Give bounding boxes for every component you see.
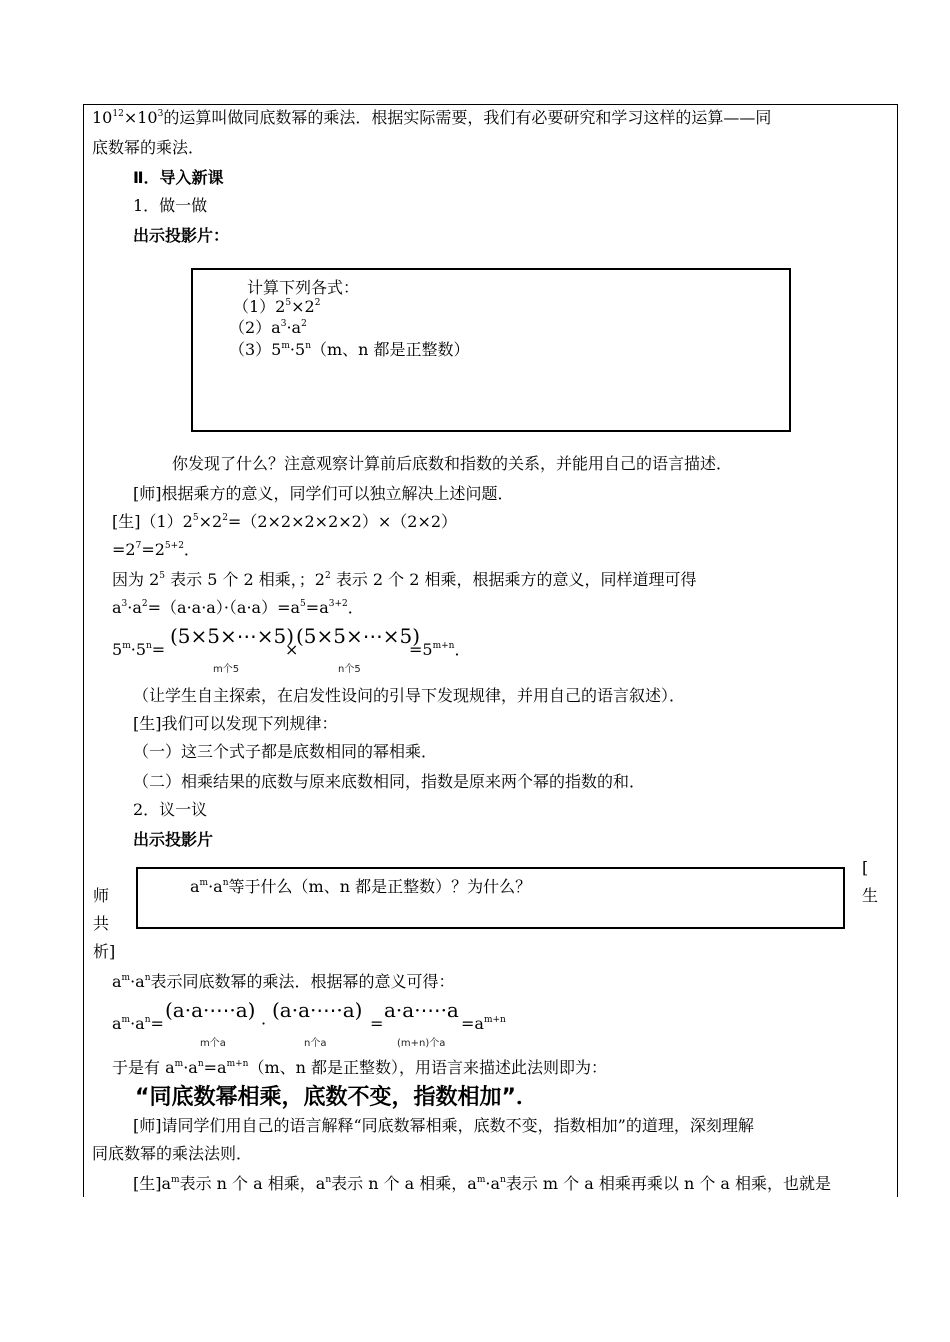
student-explain-line: [生]$a^m$表示 n 个 a 相乘，$a^n$表示 n 个 a 相乘，$a^m\cdot a^n$表示 m 个 a 相乘再乘以 n 个 a 相乘，也就是 <box>133 1174 832 1193</box>
paragraph-explore: （让学生自主探索，在启发性设问的引导下发现规律，并用自己的语言叙述）． <box>133 686 686 705</box>
side-label-right: [ 生 <box>862 858 879 905</box>
item-discuss: 2．议一议 <box>133 800 208 819</box>
paragraph-rule-2: （二）相乘结果的底数与原来底数相同，指数是原来两个幂的指数的和． <box>133 772 646 791</box>
box1-expr-3: $(3)5^m\cdot 5^n(m$、n 都是正整数） <box>229 340 470 359</box>
analysis-line-2: 于是有 $a^m\cdot a^n=a^{m+n}(m$、n 都是正整数），用语言来描述此法则即为： <box>112 1058 608 1077</box>
student-solution-2: $=2^7=2^{5+2}$． <box>112 540 200 559</box>
section-heading: Ⅱ．导入新课 <box>133 168 224 187</box>
formula-1-under-2: n个5 <box>338 664 361 675</box>
teacher-prompt-line-2: 同底数幂的乘法法则． <box>92 1144 253 1163</box>
box1-expr-1: $(1)2^5\times 2^2$ <box>233 297 321 316</box>
formula-2-under-3: (m+n)个a <box>397 1038 446 1049</box>
formula-1-under-1: m个5 <box>213 664 240 675</box>
student-solution-4: $a^3\cdot a^2=(a\cdot a\cdot a)\cdot(a\cdot a)=a^5=a^{3+2}$． <box>112 598 364 617</box>
formula-1-times: × <box>285 640 299 659</box>
item-do: 1．做一做 <box>133 196 208 215</box>
formula-2-group-3: a·a·⋯·a <box>384 998 459 1022</box>
box1-expr-2: $(2)a^3\cdot a^2$ <box>229 318 307 337</box>
student-solution-3: 因为 $2^5$ 表示 5 个 2 相乘，；$2^2$ 表示 2 个 2 相乘，根据乘方的意义，同样道理可得 <box>112 570 697 589</box>
formula-2-eq: = <box>370 1014 384 1033</box>
formula-1-group-2: (5×5×⋯×5) <box>296 624 421 648</box>
formula-1-result: $=5^{m+n}$． <box>409 640 471 659</box>
teacher-prompt-line-1: [师]请同学们用自己的语言解释“同底数幂相乘，底数不变，指数相加”的道理，深刻理解 <box>133 1116 754 1135</box>
formula-2-lhs: $a^m\cdot a^n=$ <box>112 1014 164 1033</box>
paragraph-discover: 你发现了什么？注意观察计算前后底数和指数的关系，并能用自己的语言描述． <box>172 454 733 473</box>
analysis-line-1: $a^m\cdot a^n$表示同底数幂的乘法．根据幂的意义可得： <box>112 972 455 991</box>
student-solution-1: [生]$(1)2^5\times 2^2=(2\times 2\times 2\times 2\times 2)\times(2\times 2)$ <box>112 512 458 531</box>
side-label-left: 师 共 析] <box>93 886 116 961</box>
paragraph-student-rule: [生]我们可以发现下列规律： <box>133 714 338 733</box>
rule-statement: “同底数幂相乘，底数不变，指数相加”． <box>135 1085 538 1110</box>
projector-label-2: 出示投影片 <box>133 830 214 849</box>
box1-title: 计算下列各式： <box>247 278 360 297</box>
intro-line-2: 底数幂的乘法． <box>92 138 205 157</box>
intro-line-1: $10^{12}\times 10^3$的运算叫做同底数幂的乘法．根据实际需要，我们有必要研究和学习这样的运算——同 <box>92 108 772 127</box>
formula-2-group-1: (a·a·⋯·a) <box>165 998 256 1022</box>
formula-2-result: $=a^{m+n}$ <box>461 1014 506 1033</box>
paragraph-rule-1: （一）这三个式子都是底数相同的幂相乘． <box>133 742 438 761</box>
box2-question: $a^m\cdot a^n$等于什么（m、n 都是正整数）？为什么？ <box>190 877 532 896</box>
formula-1-group-1: (5×5×⋯×5) <box>170 624 295 648</box>
formula-2-dot: · <box>261 1014 267 1033</box>
formula-2-group-2: (a·a·⋯·a) <box>272 998 363 1022</box>
formula-1-lhs: $5^m\cdot 5^n=$ <box>112 640 166 659</box>
formula-2-under-2: n个a <box>304 1038 327 1049</box>
projector-label-1: 出示投影片： <box>133 226 230 245</box>
formula-2-under-1: m个a <box>200 1038 226 1049</box>
paragraph-teacher-1: [师]根据乘方的意义，同学们可以独立解决上述问题． <box>133 484 514 503</box>
